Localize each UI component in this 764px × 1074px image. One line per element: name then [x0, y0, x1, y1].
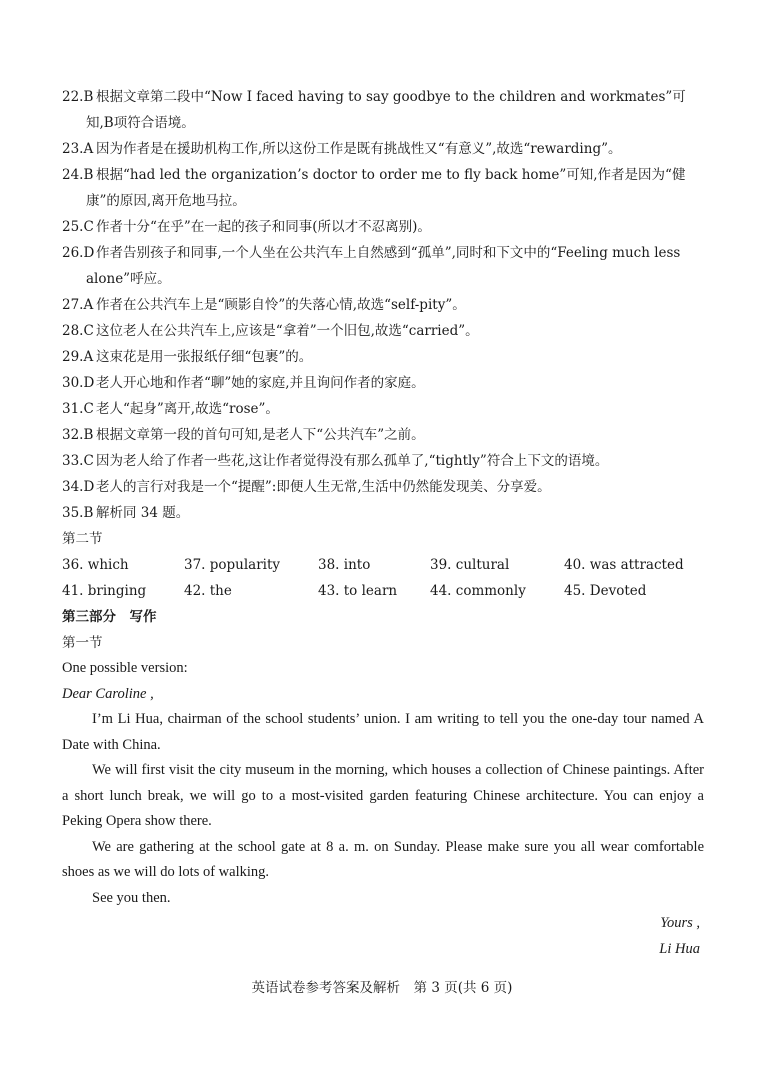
- answer-number: 32.B: [62, 427, 94, 443]
- fill-answer: 40. was attracted: [564, 557, 684, 573]
- fill-answer: 39. cultural: [430, 557, 510, 573]
- answer-item: [62, 84, 704, 136]
- answer-item: [62, 162, 704, 214]
- part3-section-heading: 第一节: [62, 635, 103, 651]
- answer-explanation: 作者在公共汽车上是“顾影自怜”的失落心情,故选“self-pity”。: [96, 297, 466, 313]
- answer-explanation: 解析同 34 题。: [96, 505, 190, 521]
- answer-item: [62, 136, 704, 162]
- answer-number: 25.C: [62, 219, 94, 235]
- section2-heading: 第二节: [62, 531, 103, 547]
- answer-explanation: 这束花是用一张报纸仔细“包裹”的。: [96, 349, 313, 365]
- letter-signature: Li Hua: [659, 940, 700, 957]
- answer-number: 31.C: [62, 401, 94, 417]
- fill-answer: 43. to learn: [318, 583, 398, 599]
- answer-number: 33.C: [62, 453, 94, 469]
- answer-item: [62, 422, 704, 448]
- answer-item: [62, 474, 704, 500]
- answer-number: 35.B: [62, 505, 94, 521]
- answer-item: [62, 318, 704, 344]
- part3-heading: 第三部分 写作: [62, 609, 157, 625]
- answer-item: [62, 500, 704, 526]
- letter-intro: One possible version:: [62, 660, 188, 676]
- answer-explanation: 因为老人给了作者一些花,这让作者觉得没有那么孤单了,“tightly”符合上下文的语境。: [96, 453, 609, 469]
- sample-letter: [62, 656, 704, 962]
- letter-paragraph: I’m Li Hua, chairman of the school students’ union. I am writing to tell you the one-day tour named A Date with China.: [62, 711, 704, 753]
- answer-explanation: 根据“had led the organization’s doctor to order me to fly back home”可知,作者是因为“健康”的原因,离开危地马拉。: [86, 167, 686, 209]
- answer-explanation: 作者告别孩子和同事,一个人坐在公共汽车上自然感到“孤单”,同时和下文中的“Feeling much less alone”呼应。: [86, 245, 681, 287]
- letter-paragraph: See you then.: [92, 889, 171, 906]
- page-footer: 英语试卷参考答案及解析 第 3 页(共 6 页): [251, 980, 513, 996]
- answer-item: [62, 344, 704, 370]
- answer-explanation: 因为作者是在援助机构工作,所以这份工作是既有挑战性又“有意义”,故选“rewarding”。: [96, 141, 622, 157]
- answer-explanation: 老人“起身”离开,故选“rose”。: [96, 401, 279, 417]
- fill-answer: 44. commonly: [430, 583, 526, 599]
- answer-number: 30.D: [62, 375, 95, 391]
- answer-explanation: 作者十分“在乎”在一起的孩子和同事(所以才不忍离别)。: [96, 219, 431, 235]
- answer-number: 34.D: [62, 479, 95, 495]
- answer-item: [62, 214, 704, 240]
- answer-item: [62, 240, 704, 292]
- fill-answer: 37. popularity: [184, 557, 281, 573]
- fill-answer: 41. bringing: [62, 583, 147, 599]
- answer-list: [62, 84, 704, 526]
- answer-item: [62, 448, 704, 474]
- letter-closing: Yours ,: [660, 915, 700, 931]
- fill-answer: 36. which: [62, 557, 129, 573]
- fill-answer: 38. into: [318, 557, 371, 573]
- answer-number: 29.A: [62, 349, 94, 365]
- answer-item: [62, 370, 704, 396]
- fill-answer: 42. the: [184, 583, 232, 599]
- answer-explanation: 根据文章第一段的首句可知,是老人下“公共汽车”之前。: [96, 427, 425, 443]
- letter-paragraph: We are gathering at the school gate at 8 a. m. on Sunday. Please make sure you all wear comfortable shoes as we will do lots of walking.: [62, 838, 704, 880]
- answer-explanation: 老人开心地和作者“聊”她的家庭,并且询问作者的家庭。: [96, 375, 425, 391]
- answer-number: 26.D: [62, 245, 95, 261]
- answer-number: 22.B: [62, 89, 94, 105]
- answer-number: 27.A: [62, 297, 94, 313]
- fill-answer: 45. Devoted: [564, 583, 647, 599]
- answer-number: 23.A: [62, 141, 94, 157]
- answer-number: 24.B: [62, 167, 94, 183]
- letter-salutation: Dear Caroline ,: [62, 685, 154, 702]
- fill-answers-grid: [62, 552, 704, 604]
- letter-paragraph: We will first visit the city museum in the morning, which houses a collection of Chinese paintings. After a short lunch break, we will go to a most-visited garden featuring Chinese architecture. You can enjoy a Peking Opera show there.: [62, 762, 704, 829]
- answer-explanation: 老人的言行对我是一个“提醒”:即便人生无常,生活中仍然能发现美、分享爱。: [96, 479, 551, 495]
- answer-number: 28.C: [62, 323, 94, 339]
- answer-item: [62, 396, 704, 422]
- answer-explanation: 根据文章第二段中“Now I faced having to say goodbye to the children and workmates”可知,B项符合语境。: [86, 89, 686, 131]
- answer-item: [62, 292, 704, 318]
- answer-explanation: 这位老人在公共汽车上,应该是“拿着”一个旧包,故选“carried”。: [96, 323, 479, 339]
